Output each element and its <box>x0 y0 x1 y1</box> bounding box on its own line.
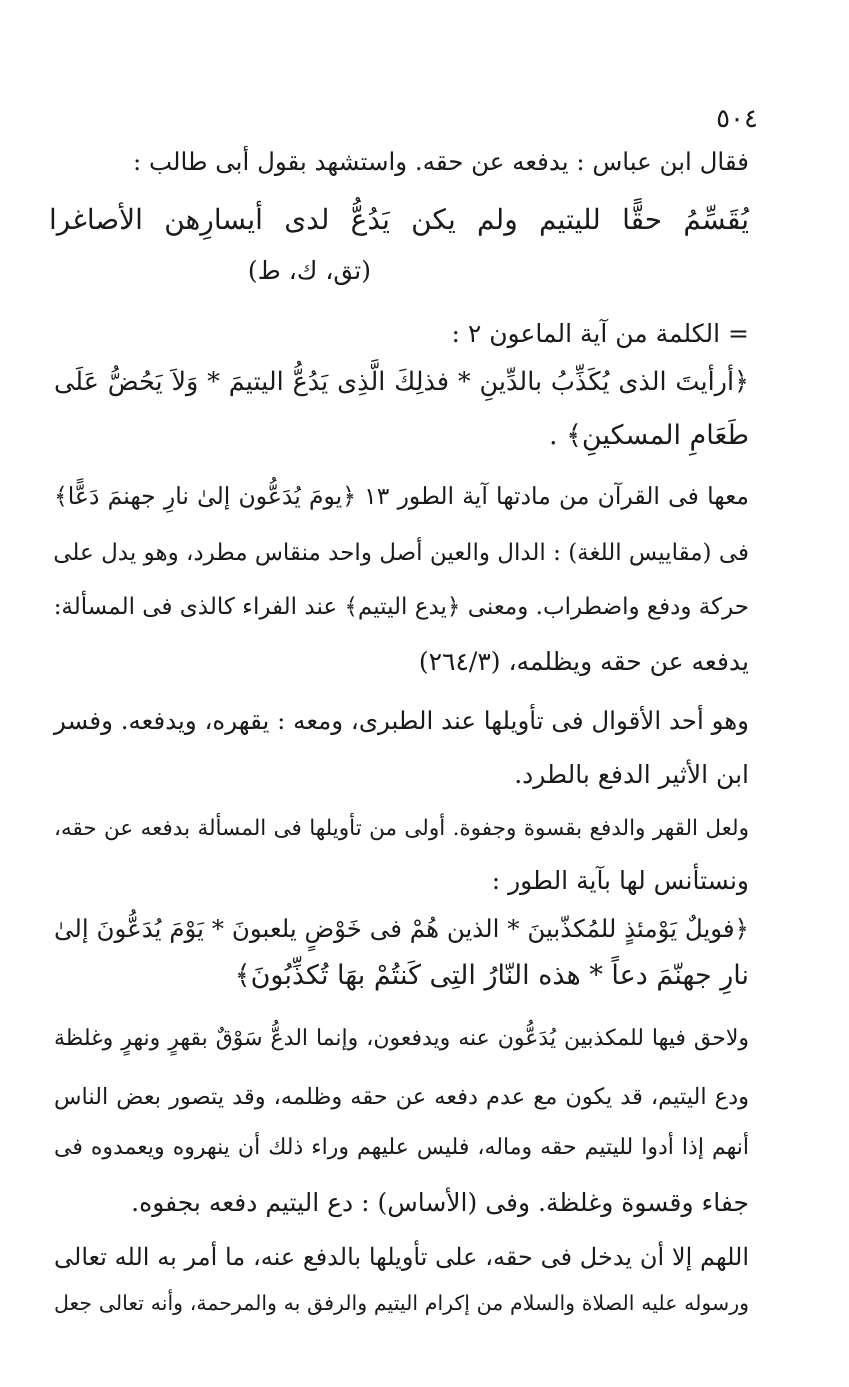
text-line: ولعل القهر والدفع بقسوة وجفوة. أولى من تأويلها فى المسألة بدفعه عن حقه، <box>54 816 749 841</box>
page-number: ٥٠٤ <box>716 104 758 134</box>
text-line: ورسوله عليه الصلاة والسلام من إكرام اليتيم والرفق به والمرحمة، وأنه تعالى جعل <box>54 1291 749 1315</box>
text-line: فى (مقاييس اللغة) : الدال والعين أصل واحد منقاس مطرد، وهو يدل على <box>53 540 749 566</box>
text-line: ابن الأثير الدفع بالطرد. <box>514 760 749 789</box>
text-line: اللهم إلا أن يدخل فى حقه، على تأويلها بالدفع عنه، ما أمر به الله تعالى <box>54 1243 749 1271</box>
text-line: فقال ابن عباس : يدفعه عن حقه. واستشهد بقول أبى طالب : <box>132 147 749 176</box>
verse-source: (تق، ك، ط) <box>247 256 371 285</box>
quran-verse: ﴿أرأيتَ الذى يُكَذِّبُ بالدِّينِ * فذلِكَ الَّذِى يَدُعُّ اليتيمَ * وَلاَ يَحُضُّ عَلَى <box>54 367 749 397</box>
text-line: يدفعه عن حقه ويظلمه، (٢٦٤/٣) <box>418 647 749 676</box>
text-line: حركة ودفع واضطراب. ومعنى ﴿يدع اليتيم﴾ عند الفراء كالذى فى المسألة: <box>53 594 749 620</box>
quran-verse: ﴿فويلٌ يَوْمئذٍ للمُكذّبينَ * الذين هُمْ فى خَوْضٍ يلعبونَ * يَوْمَ يُدَعُّونَ إلىٰ <box>54 914 749 943</box>
text-line: أنهم إذا أدوا لليتيم حقه وماله، فليس عليهم وراء ذلك أن ينهروه ويعمدوه فى <box>54 1135 749 1160</box>
text-line: جفاء وقسوة وغلظة. وفى (الأساس) : دع اليتيم دفعه بجفوه. <box>131 1188 749 1217</box>
text-line: معها فى القرآن من مادتها آية الطور ١٣ ﴿يومَ يُدَعُّون إلىٰ نارِ جهنمَ دَعًّا﴾ <box>54 482 750 510</box>
text-line: ودع اليتيم، قد يكون مع عدم دفعه عن حقه وظلمه، وقد يتصور بعض الناس <box>54 1084 749 1110</box>
quran-verse: نارِ جهنّمَ دعاً * هذه النّارُ التِى كَنتُمْ بهَا تُكذِّبُونَ﴾ <box>234 960 749 991</box>
text-line: = الكلمة من آية الماعون ٢ : <box>451 319 749 348</box>
text-line: ونستأنس لها بآية الطور : <box>491 866 749 895</box>
quran-verse: طَعَامِ المسكينِ﴾ . <box>548 420 749 451</box>
text-line: ولاحق فيها للمكذبين يُدَعُّون عنه ويدفعون، وإنما الدعُّ سَوْقٌ بقهرٍ ونهرٍ وغلظة <box>54 1026 749 1051</box>
poem-verse: يُقَسِّمُ حقًّا لليتيم ولم يكن يَدُعُّ لدى أيسارِهن الأصاغرا <box>49 203 749 236</box>
text-line: وهو أحد الأقوال فى تأويلها عند الطبرى، ومعه : يقهره، ويدفعه. وفسر <box>54 706 749 735</box>
